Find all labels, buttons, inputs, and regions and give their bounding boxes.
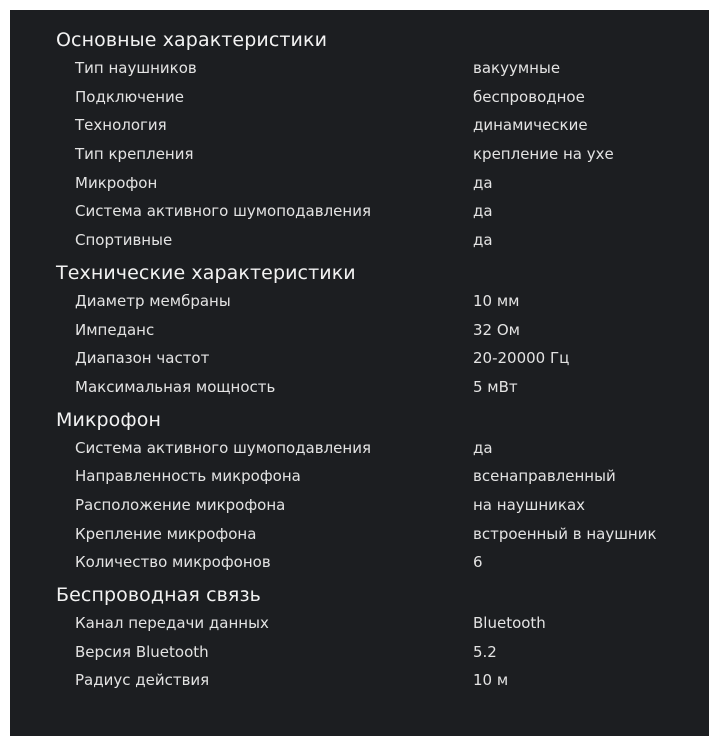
spec-label: Система активного шумоподавления: [75, 438, 371, 457]
spec-label: Канал передачи данных: [75, 614, 269, 632]
spec-label: Импеданс: [75, 320, 155, 339]
spec-row: [56, 462, 709, 491]
section-title: Основные характеристики: [56, 29, 328, 51]
spec-label: Тип наушников: [75, 59, 197, 77]
spec-value: да: [473, 438, 493, 457]
spec-row: [56, 83, 709, 112]
spec-value: встроенный в наушник: [473, 524, 657, 543]
spec-row: [56, 140, 709, 169]
spec-label: Версия Bluetooth: [75, 642, 209, 661]
spec-row: [56, 666, 709, 695]
spec-value: 32 Ом: [473, 320, 520, 339]
spec-value: 5.2: [473, 642, 497, 661]
spec-row: [56, 548, 709, 577]
spec-value: 6: [473, 553, 483, 572]
spec-list: [56, 54, 709, 255]
spec-value: 5 мВт: [473, 377, 518, 396]
spec-row: [56, 226, 709, 255]
spec-label: Количество микрофонов: [75, 553, 271, 572]
spec-label: Диаметр мембраны: [75, 291, 231, 310]
spec-label: Диапазон частот: [75, 349, 210, 368]
spec-value: 10 мм: [473, 291, 520, 310]
spec-label: Радиус действия: [75, 671, 210, 690]
section-technical-specs: [56, 259, 709, 402]
spec-list: [56, 287, 709, 402]
spec-row: [56, 609, 709, 638]
spec-value: 10 м: [473, 671, 509, 690]
spec-label: Технология: [75, 116, 167, 135]
spec-label: Микрофон: [75, 173, 158, 192]
section-title: Беспроводная связь: [56, 584, 261, 606]
spec-row: [56, 111, 709, 140]
spec-row: [56, 638, 709, 667]
spec-value: динамические: [473, 116, 588, 135]
spec-row: [56, 316, 709, 345]
spec-label: Максимальная мощность: [75, 377, 276, 396]
spec-row: [56, 373, 709, 402]
spec-label: Крепление микрофона: [75, 524, 257, 543]
spec-value: да: [473, 173, 493, 192]
spec-value: на наушниках: [473, 495, 586, 514]
spec-label: Расположение микрофона: [75, 495, 286, 514]
spec-label: Тип крепления: [75, 145, 194, 164]
spec-label: Система активного шумоподавления: [75, 202, 371, 221]
section-wireless: [56, 581, 709, 695]
spec-row: [56, 434, 709, 463]
section-main-specs: [56, 26, 709, 255]
spec-row: [56, 169, 709, 198]
spec-value: всенаправленный: [473, 467, 616, 486]
spec-value: Bluetooth: [473, 614, 546, 632]
spec-list: [56, 609, 709, 695]
spec-row: [56, 344, 709, 373]
spec-row: [56, 520, 709, 549]
spec-value: вакуумные: [473, 59, 561, 77]
spec-value: 20-20000 Гц: [473, 349, 570, 368]
section-title: Технические характеристики: [56, 261, 356, 284]
spec-label: Направленность микрофона: [75, 467, 301, 486]
spec-row: [56, 54, 709, 83]
spec-row: [56, 287, 709, 316]
specs-panel: [10, 10, 709, 736]
spec-value: беспроводное: [473, 87, 585, 106]
spec-value: да: [473, 231, 493, 250]
spec-value: крепление на ухе: [473, 145, 614, 164]
section-microphone: [56, 406, 709, 577]
spec-row: [56, 491, 709, 520]
spec-value: да: [473, 202, 493, 221]
section-title: Микрофон: [56, 408, 161, 431]
spec-label: Подключение: [75, 87, 184, 106]
spec-list: [56, 434, 709, 577]
spec-label: Спортивные: [75, 231, 173, 250]
spec-row: [56, 197, 709, 226]
